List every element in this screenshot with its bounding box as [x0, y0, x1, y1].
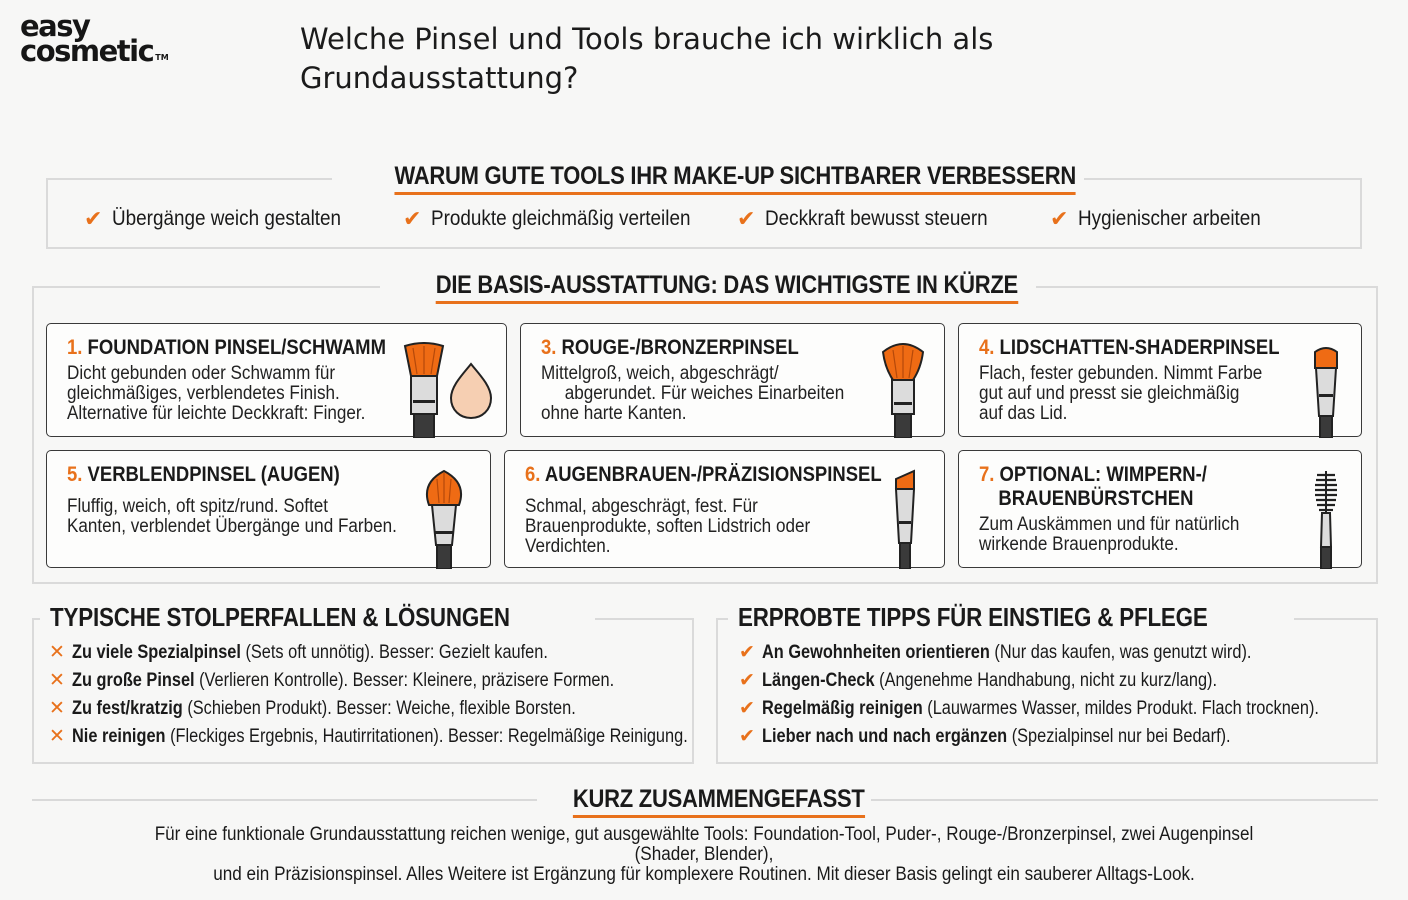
pitfall-item: ✕ Zu viele Spezialpinsel (Sets oft unnötig). Besser: Gezielt kaufen.	[49, 641, 548, 663]
check-icon: ✔	[1050, 206, 1069, 231]
foundation-brush-icon	[399, 342, 449, 438]
check-icon: ✔	[84, 206, 103, 231]
cross-icon: ✕	[49, 726, 65, 747]
pitfall-item: ✕ Nie reinigen (Fleckiges Ergebnis, Hautirritationen). Besser: Regelmäßige Reinigung.	[49, 725, 688, 747]
cross-icon: ✕	[49, 642, 65, 663]
tool-card-spoolie: 7. OPTIONAL: WIMPERN-/ BRAUENBÜRSTCHEN Zum Auskämmen und für natürlich wirkende Brauenprodukte.	[958, 450, 1362, 568]
summary-text: Für eine funktionale Grundausstattung reichen wenige, gut ausgewählte Tools: Foundation-Tool, Puder-, Rouge-/Bronzerpinsel, zwei Augenpinsel (Shader, Blender), und ein Präzisionspinsel. Alles Weitere ist Ergänzung für komplexere Routinen. Mit dieser Basis gelingt ein sauberer Alltags-Look.	[154, 824, 1254, 885]
cross-icon: ✕	[49, 698, 65, 719]
brand-logo	[20, 9, 180, 74]
logo-word-easy: easy	[20, 9, 90, 43]
tip-item: ✔ Längen-Check (Angenehme Handhabung, nicht zu kurz/lang).	[739, 669, 1218, 691]
logo-word-cosmetic: cosmetic ™	[20, 34, 169, 68]
check-icon: ✔	[403, 206, 422, 231]
shader-brush-icon	[1311, 344, 1341, 438]
pitfall-item: ✕ Zu fest/kratzig (Schieben Produkt). Besser: Weiche, flexible Borsten.	[49, 697, 576, 719]
tool-card-rouge-bronzer: 3. ROUGE-/BRONZERPINSEL Mittelgroß, weich, abgeschrägt/ abgerundet. Für weiches Einarbeiten ohne harte Kanten.	[520, 323, 945, 437]
check-icon: ✔	[739, 642, 755, 663]
benefit-item: ✔ Hygienischer arbeiten	[1050, 206, 1262, 231]
check-icon: ✔	[739, 726, 755, 747]
angled-brush-icon	[893, 469, 917, 569]
check-icon: ✔	[739, 698, 755, 719]
tool-card-brow: 6. AUGENBRAUEN-/PRÄZISIONSPINSEL Schmal, abgeschrägt, fest. Für Brauenprodukte, soften Lidstrich oder Verdichten.	[504, 450, 945, 568]
benefit-item: ✔ Übergänge weich gestalten	[84, 206, 342, 231]
sponge-icon	[449, 362, 493, 420]
pitfall-item: ✕ Zu große Pinsel (Verlieren Kontrolle). Besser: Kleinere, präzisere Formen.	[49, 669, 615, 691]
tip-item: ✔ An Gewohnheiten orientieren (Nur das kaufen, was genutzt wird).	[739, 641, 1252, 663]
summary-heading: KURZ ZUSAMMENGEFASST	[537, 785, 871, 818]
tool-card-foundation: 1. FOUNDATION PINSEL/SCHWAMM Dicht gebunden oder Schwamm für gleichmäßiges, verblendetes Finish. Alternative für leichte Deckkraft: Finger.	[46, 323, 507, 437]
benefit-item: ✔ Deckkraft bewusst steuern	[737, 206, 989, 231]
check-icon: ✔	[739, 670, 755, 691]
basics-heading: DIE BASIS-AUSSTATTUNG: DAS WICHTIGSTE IN KÜRZE	[380, 271, 1036, 304]
why-heading: WARUM GUTE TOOLS IHR MAKE-UP SICHTBARER VERBESSERN	[332, 162, 1084, 195]
tips-heading: ERPROBTE TIPPS FÜR EINSTIEG & PFLEGE	[728, 602, 1294, 633]
tool-card-shader: 4. LIDSCHATTEN-SHADERPINSEL Flach, fester gebunden. Nimmt Farbe gut auf und presst sie gleichmäßig auf das Lid.	[958, 323, 1362, 437]
page-title: Welche Pinsel und Tools brauche ich wirklich als Grundausstattung?	[300, 22, 994, 95]
tool-card-blender: 5. VERBLENDPINSEL (AUGEN) Fluffig, weich, oft spitz/rund. Softet Kanten, verblendet Übergänge und Farben.	[46, 450, 491, 568]
tip-item: ✔ Regelmäßig reinigen (Lauwarmes Wasser, mildes Produkt. Flach trocknen).	[739, 697, 1319, 719]
rouge-brush-icon	[879, 342, 927, 438]
check-icon: ✔	[737, 206, 756, 231]
tip-item: ✔ Lieber nach und nach ergänzen (Spezialpinsel nur bei Bedarf).	[739, 725, 1231, 747]
spoolie-brush-icon	[1313, 469, 1339, 569]
pitfalls-heading: TYPISCHE STOLPERFALLEN & LÖSUNGEN	[40, 602, 595, 633]
cross-icon: ✕	[49, 670, 65, 691]
benefit-item: ✔ Produkte gleichmäßig verteilen	[403, 206, 691, 231]
blender-brush-icon	[421, 469, 467, 569]
